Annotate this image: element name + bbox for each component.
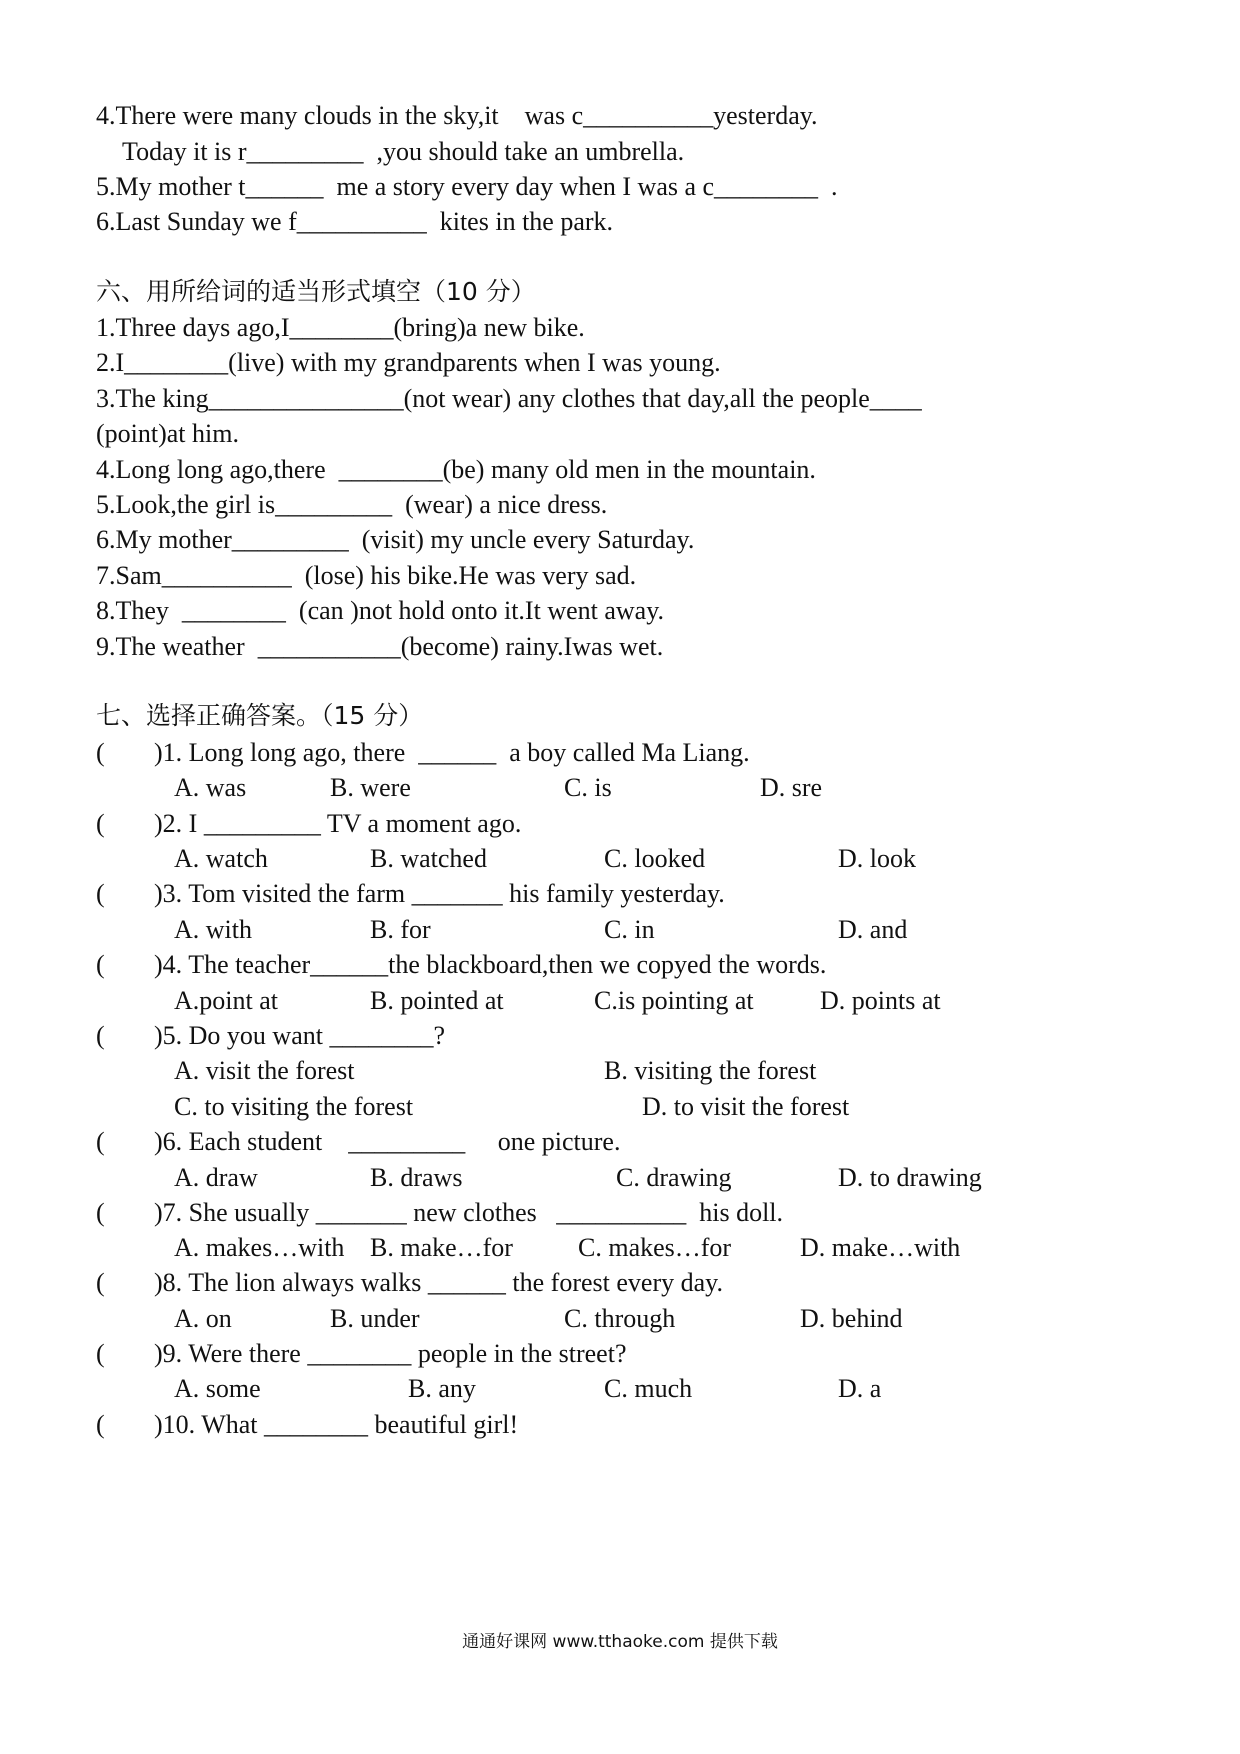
answer-paren: ( bbox=[96, 809, 105, 838]
q3-option-a: A. with bbox=[174, 915, 252, 944]
question-8: )8. The lion always walks ______ the forest every day. bbox=[154, 1268, 723, 1297]
section7-title: 七、选择正确答案。（15 分） bbox=[96, 701, 424, 730]
answer-paren: ( bbox=[96, 1268, 105, 1297]
question-4: )4. The teacher______the blackboard,then we copyed the words. bbox=[154, 950, 827, 979]
q7-option-d: D. make…with bbox=[800, 1233, 961, 1262]
q8-option-c: C. through bbox=[564, 1304, 676, 1333]
question-2: )2. I _________ TV a moment ago. bbox=[154, 809, 522, 838]
q7-option-c: C. makes…for bbox=[578, 1233, 732, 1262]
q4-option-b: B. pointed at bbox=[370, 986, 504, 1015]
fill-line-6: 6.Last Sunday we f__________ kites in the park. bbox=[96, 207, 614, 236]
q8-option-a: A. on bbox=[174, 1304, 232, 1333]
s6-item-6: 6.My mother_________ (visit) my uncle every Saturday. bbox=[96, 525, 695, 554]
q9-option-b: B. any bbox=[408, 1374, 476, 1403]
q2-option-c: C. looked bbox=[604, 844, 706, 873]
q8-option-d: D. behind bbox=[800, 1304, 903, 1333]
q3-option-d: D. and bbox=[838, 915, 908, 944]
question-6: )6. Each student _________ one picture. bbox=[154, 1127, 621, 1156]
q2-option-a: A. watch bbox=[174, 844, 268, 873]
q1-option-b: B. were bbox=[330, 773, 411, 802]
page-footer: 通通好课网 www.tthaoke.com 提供下载 bbox=[462, 1632, 778, 1652]
question-9: )9. Were there ________ people in the street? bbox=[154, 1339, 627, 1368]
fill-line-5: 5.My mother t______ me a story every day when I was a c________ . bbox=[96, 172, 838, 201]
q4-option-c: C.is pointing at bbox=[594, 986, 754, 1015]
q5-option-d: D. to visit the forest bbox=[642, 1092, 850, 1121]
q7-option-b: B. make…for bbox=[370, 1233, 513, 1262]
q7-option-a: A. makes…with bbox=[174, 1233, 345, 1262]
q9-option-c: C. much bbox=[604, 1374, 693, 1403]
answer-paren: ( bbox=[96, 879, 105, 908]
q6-option-c: C. drawing bbox=[616, 1163, 732, 1192]
question-3: )3. Tom visited the farm _______ his family yesterday. bbox=[154, 879, 725, 908]
q5-option-c: C. to visiting the forest bbox=[174, 1092, 414, 1121]
s6-item-3b: (point)at him. bbox=[96, 419, 239, 448]
q2-option-d: D. look bbox=[838, 844, 916, 873]
fill-line-4b: Today it is r_________ ,you should take an umbrella. bbox=[122, 137, 685, 166]
s6-item-2: 2.I________(live) with my grandparents when I was young. bbox=[96, 348, 721, 377]
q4-option-d: D. points at bbox=[820, 986, 941, 1015]
s6-item-1: 1.Three days ago,I________(bring)a new bike. bbox=[96, 313, 585, 342]
answer-paren: ( bbox=[96, 950, 105, 979]
q1-option-a: A. was bbox=[174, 773, 247, 802]
answer-paren: ( bbox=[96, 1127, 105, 1156]
section6-title: 六、用所给词的适当形式填空（10 分） bbox=[96, 277, 536, 306]
s6-item-4: 4.Long long ago,there ________(be) many old men in the mountain. bbox=[96, 455, 816, 484]
q3-option-b: B. for bbox=[370, 915, 431, 944]
q2-option-b: B. watched bbox=[370, 844, 487, 873]
fill-line-4: 4.There were many clouds in the sky,it was c__________yesterday. bbox=[96, 101, 818, 130]
question-5: )5. Do you want ________? bbox=[154, 1021, 446, 1050]
q9-option-a: A. some bbox=[174, 1374, 261, 1403]
s6-item-3: 3.The king_______________(not wear) any clothes that day,all the people____ bbox=[96, 384, 922, 413]
answer-paren: ( bbox=[96, 1339, 105, 1368]
q8-option-b: B. under bbox=[330, 1304, 420, 1333]
s6-item-8: 8.They ________ (can )not hold onto it.It went away. bbox=[96, 596, 665, 625]
q4-option-a: A.point at bbox=[174, 986, 278, 1015]
q1-option-d: D. sre bbox=[760, 773, 823, 802]
s6-item-7: 7.Sam__________ (lose) his bike.He was very sad. bbox=[96, 561, 637, 590]
q1-option-c: C. is bbox=[564, 773, 612, 802]
s6-item-9: 9.The weather ___________(become) rainy.Iwas wet. bbox=[96, 632, 664, 661]
q6-option-a: A. draw bbox=[174, 1163, 258, 1192]
q6-option-b: B. draws bbox=[370, 1163, 463, 1192]
q5-option-b: B. visiting the forest bbox=[604, 1056, 817, 1085]
q5-option-a: A. visit the forest bbox=[174, 1056, 355, 1085]
question-10: )10. What ________ beautiful girl! bbox=[154, 1410, 519, 1439]
answer-paren: ( bbox=[96, 738, 105, 767]
question-1: )1. Long long ago, there ______ a boy called Ma Liang. bbox=[154, 738, 750, 767]
answer-paren: ( bbox=[96, 1021, 105, 1050]
answer-paren: ( bbox=[96, 1410, 105, 1439]
q6-option-d: D. to drawing bbox=[838, 1163, 982, 1192]
q3-option-c: C. in bbox=[604, 915, 655, 944]
question-7: )7. She usually _______ new clothes __________ his doll. bbox=[154, 1198, 784, 1227]
s6-item-5: 5.Look,the girl is_________ (wear) a nice dress. bbox=[96, 490, 608, 519]
q9-option-d: D. a bbox=[838, 1374, 882, 1403]
answer-paren: ( bbox=[96, 1198, 105, 1227]
